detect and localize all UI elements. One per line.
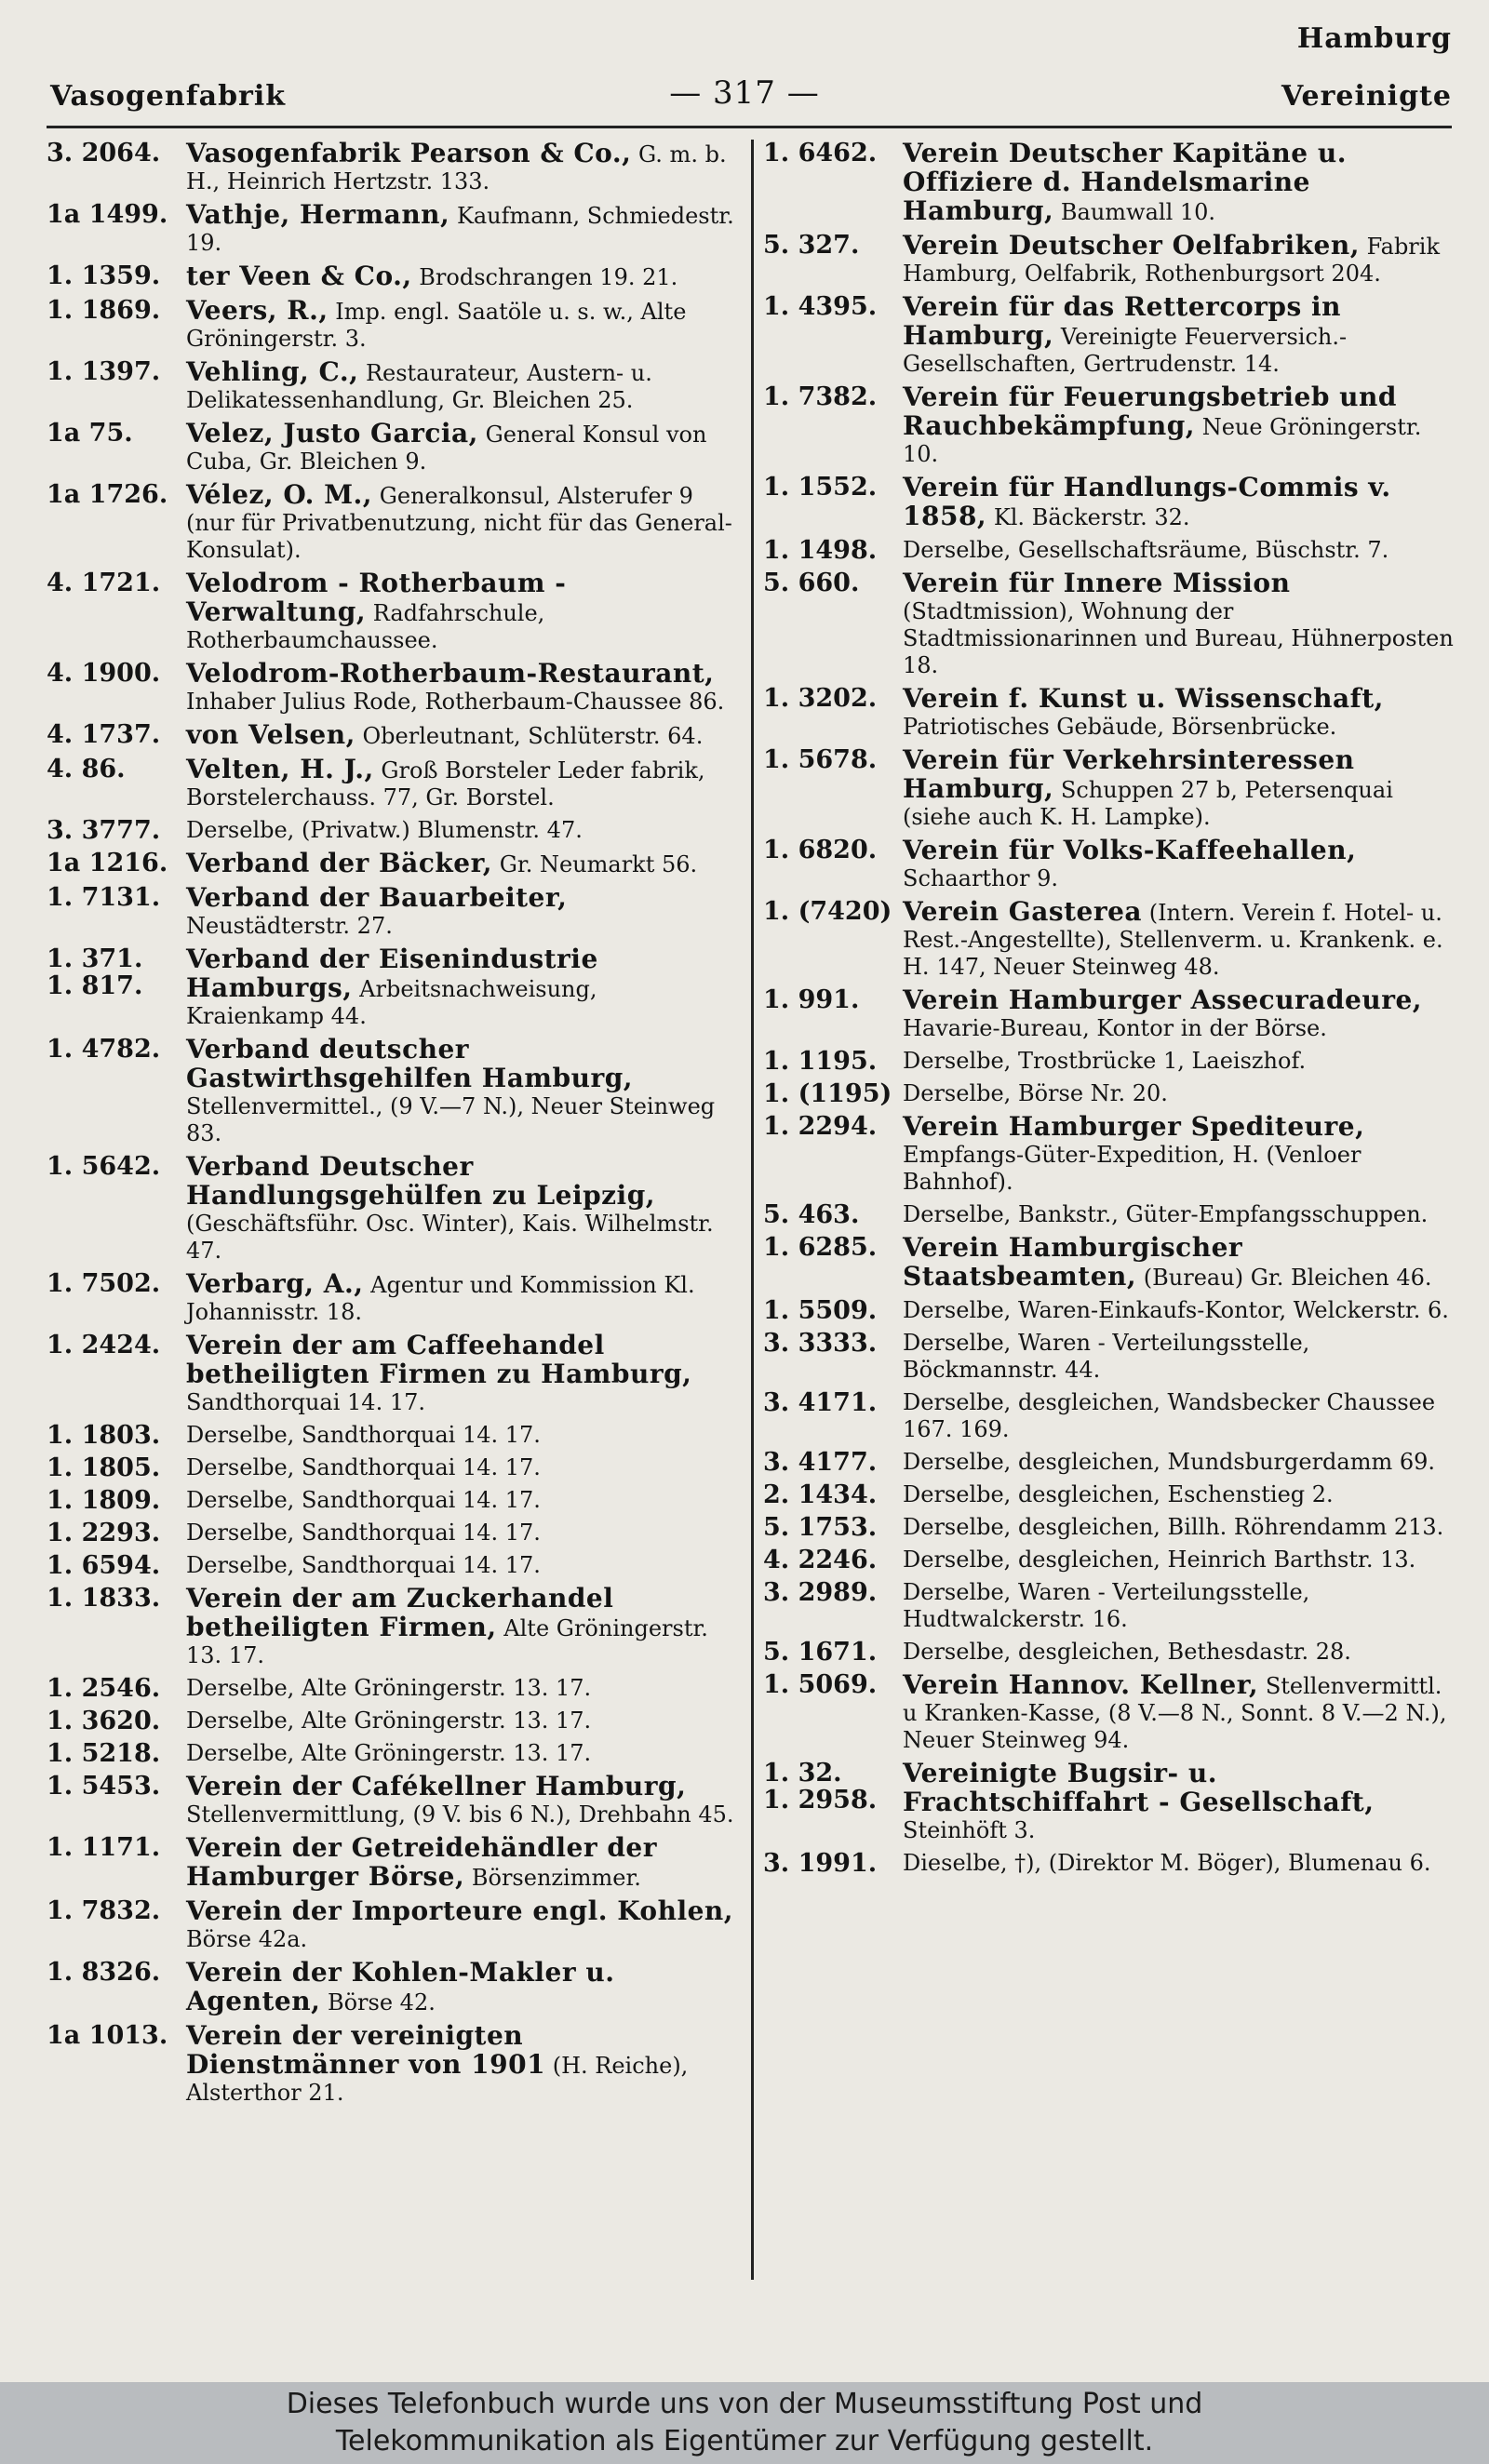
directory-entry xyxy=(763,1481,1454,1508)
subscriber-name: Verein für Feuerungsbetrieb und Rauchbekämpfung, xyxy=(903,382,1397,441)
subscriber-name: Velten, H. J., xyxy=(186,754,374,784)
phone-number: 1. 991. xyxy=(763,985,860,1014)
subscriber-details: (Intern. Verein f. Hotel- u. Rest.-Angestellte), Stellenverm. u. Krankenk. e. H. 147, Neuer Steinweg 48. xyxy=(903,900,1443,980)
subscriber-details: Derselbe, Waren-Einkaufs-Kontor, Welckerstr. 6. xyxy=(903,1297,1449,1323)
subscriber-name: Verein der Cafékellner Hamburg, xyxy=(186,1771,687,1801)
phone-number: 1. 1803. xyxy=(47,1421,161,1450)
directory-entry xyxy=(47,817,737,844)
directory-entry xyxy=(763,1760,1454,1844)
subscriber-name: Verein Deutscher Kapitäne u. Offiziere d. Handelsmarine Hamburg, xyxy=(903,138,1347,226)
directory-entry xyxy=(763,140,1454,226)
subscriber-details: Derselbe, Alte Gröningerstr. 13. 17. xyxy=(186,1707,592,1734)
subscriber-details: Dieselbe, †), (Direktor M. Böger), Blumenau 6. xyxy=(903,1850,1431,1876)
phone-number: 3. 4177. xyxy=(763,1448,878,1477)
subscriber-details: Derselbe, Börse Nr. 20. xyxy=(903,1080,1168,1106)
subscriber-details: Restaurateur, Austern- u. Delikatessenhandlung, Gr. Bleichen 25. xyxy=(186,360,652,413)
subscriber-details: (Stadtmission), Wohnung der Stadtmissionarinnen und Bureau, Hühnerposten 18. xyxy=(903,598,1454,678)
phone-number: 3. 3777. xyxy=(47,816,161,845)
phone-number: 1a 75. xyxy=(47,419,133,448)
phone-number: 1. 4782. xyxy=(47,1035,161,1064)
subscriber-details: Fabrik Hamburg, Oelfabrik, Rothenburgsort 204. xyxy=(903,234,1440,287)
phone-number: 1. 1171. xyxy=(47,1833,161,1862)
subscriber-details: Derselbe, Sandthorquai 14. 17. xyxy=(186,1422,541,1448)
subscriber-details: Generalkonsul, Alsterufer 9 (nur für Privatbenutzung, nicht für das General-Konsulat). xyxy=(186,483,732,563)
directory-entry xyxy=(47,884,737,940)
subscriber-details: Börse 42. xyxy=(327,1989,436,2015)
directory-entry xyxy=(763,232,1454,288)
subscriber-details: Schaarthor 9. xyxy=(903,865,1058,891)
directory-entry xyxy=(47,1897,737,1953)
phone-number: 1. 7382. xyxy=(763,382,878,411)
phone-number: 1. 2293. xyxy=(47,1519,161,1547)
subscriber-name: ter Veen & Co., xyxy=(186,261,412,291)
directory-entry xyxy=(47,1332,737,1416)
subscriber-name: Vasogenfabrik Pearson & Co., xyxy=(186,138,632,168)
phone-number: 1. 6462. xyxy=(763,139,878,167)
directory-entry xyxy=(47,1585,737,1669)
phone-number: 1. 5509. xyxy=(763,1296,878,1325)
subscriber-details: Derselbe, Waren - Verteilungsstelle, Böckmannstr. 44. xyxy=(903,1330,1310,1383)
directory-entry xyxy=(47,140,737,195)
phone-number: 4. 86. xyxy=(47,755,126,783)
header-right-keyword: Vereinigte xyxy=(1281,80,1452,113)
subscriber-name: Verband der Bauarbeiter, xyxy=(186,882,568,913)
subscriber-details: Derselbe, Alte Gröningerstr. 13. 17. xyxy=(186,1740,592,1766)
subscriber-name: Veers, R., xyxy=(186,295,329,326)
phone-number: 3. 3333. xyxy=(763,1329,878,1358)
directory-entry xyxy=(763,1547,1454,1573)
phone-number: 4. 2246. xyxy=(763,1546,878,1574)
subscriber-details: Derselbe, Sandthorquai 14. 17. xyxy=(186,1552,541,1578)
phone-number: 1. 2424. xyxy=(47,1331,161,1359)
directory-entry xyxy=(47,1773,737,1828)
directory-entry xyxy=(47,945,737,1030)
page-number: — 317 — xyxy=(669,74,820,112)
subscriber-name: Verein Hamburger Assecuradeure, xyxy=(903,984,1423,1015)
directory-entry xyxy=(763,1850,1454,1877)
subscriber-details: Havarie-Bureau, Kontor in der Börse. xyxy=(903,1015,1327,1041)
phone-number: 1. 7502. xyxy=(47,1269,161,1298)
directory-entry xyxy=(763,685,1454,741)
phone-number: 1. 6285. xyxy=(763,1233,878,1262)
directory-entry xyxy=(763,569,1454,679)
subscriber-name: Verband der Bäcker, xyxy=(186,848,493,878)
directory-entry xyxy=(763,1514,1454,1541)
phone-number: 1. 6594. xyxy=(47,1551,161,1580)
subscriber-name: Vehling, C., xyxy=(186,356,359,387)
directory-entry xyxy=(763,1080,1454,1107)
ownership-footer xyxy=(0,2382,1489,2464)
subscriber-details: Imp. engl. Saatöle u. s. w., Alte Gröningerstr. 3. xyxy=(186,299,687,352)
subscriber-details: Oberleutnant, Schlüterstr. 64. xyxy=(362,723,704,749)
phone-number: 1. 1833. xyxy=(47,1584,161,1613)
directory-entry xyxy=(47,1270,737,1326)
subscriber-name: Verein Deutscher Oelfabriken, xyxy=(903,230,1360,261)
phone-number: 1. 1805. xyxy=(47,1453,161,1482)
subscriber-details: Derselbe, desgleichen, Heinrich Barthstr. 13. xyxy=(903,1547,1416,1573)
directory-entry xyxy=(47,2022,737,2107)
subscriber-details: Kl. Bäckerstr. 32. xyxy=(993,504,1190,530)
subscriber-name: Verein für Verkehrsinteressen Hamburg, xyxy=(903,744,1355,804)
directory-entry xyxy=(763,1639,1454,1666)
subscriber-details: Gr. Neumarkt 56. xyxy=(499,851,698,877)
column-separator xyxy=(751,140,754,2280)
header-left-keyword: Vasogenfabrik xyxy=(50,80,287,113)
directory-entry xyxy=(47,660,737,716)
subscriber-details: General Konsul von Cuba, Gr. Bleichen 9. xyxy=(186,422,707,475)
subscriber-details: Derselbe, Bankstr., Güter-Empfangsschuppen. xyxy=(903,1201,1429,1227)
subscriber-details: Patriotisches Gebäude, Börsenbrücke. xyxy=(903,714,1337,740)
subscriber-details: Agentur und Kommission Kl. Johannisstr. 18. xyxy=(186,1272,695,1325)
phone-number: 1. 1397. xyxy=(47,357,161,386)
subscriber-name: Verein der am Zuckerhandel betheiligten Firmen, xyxy=(186,1583,614,1642)
subscriber-name: Verbarg, A., xyxy=(186,1268,364,1299)
directory-entry xyxy=(763,1330,1454,1384)
subscriber-name: Verein Hannov. Kellner, xyxy=(903,1669,1259,1700)
directory-entry xyxy=(763,898,1454,981)
directory-entry xyxy=(47,1520,737,1547)
subscriber-details: Inhaber Julius Rode, Rotherbaum-Chaussee 86. xyxy=(186,689,725,715)
footer-line-1: Dieses Telefonbuch wurde uns von der Museumsstiftung Post und xyxy=(286,2388,1203,2420)
phone-number: 1. 3202. xyxy=(763,684,878,713)
subscriber-details: Stellenvermittlung, (9 V. bis 6 N.), Drehbahn 45. xyxy=(186,1801,734,1828)
directory-entry xyxy=(47,721,737,750)
subscriber-details: Derselbe, Gesellschaftsräume, Büschstr. 7. xyxy=(903,537,1389,563)
subscriber-name: von Velsen, xyxy=(186,719,355,750)
phone-number: 1. 3620. xyxy=(47,1707,161,1735)
subscriber-details: Groß Borsteler Leder fabrik, Borstelerchauss. 77, Gr. Borstel. xyxy=(186,757,705,810)
subscriber-name: Verein der Importeure engl. Kohlen, xyxy=(186,1895,734,1926)
phone-number: 5. 1671. xyxy=(763,1638,878,1667)
subscriber-name: Verein der Getreidehändler der Hamburger Börse, xyxy=(186,1832,657,1892)
phone-number: 1. 2294. xyxy=(763,1112,878,1141)
phone-number: 1. 1195. xyxy=(763,1047,878,1076)
footer-line-2: Telekommunikation als Eigentümer zur Verfügung gestellt. xyxy=(335,2425,1154,2457)
directory-entry xyxy=(47,1153,737,1265)
phone-number: 1. 5678. xyxy=(763,745,878,774)
subscriber-name: Verein der am Caffeehandel betheiligten Firmen zu Hamburg, xyxy=(186,1330,692,1389)
phone-number: 1. 4395. xyxy=(763,292,878,321)
phone-number: 4. 1721. xyxy=(47,569,161,597)
phone-number: 5. 1753. xyxy=(763,1513,878,1542)
directory-entry xyxy=(47,1487,737,1514)
phone-number: 1. (1195) xyxy=(763,1079,892,1108)
directory-entry xyxy=(47,1834,737,1892)
subscriber-details: Brodschrangen 19. 21. xyxy=(419,264,678,290)
phone-number: 1. 8326. xyxy=(47,1958,161,1987)
phone-number: 1. 6820. xyxy=(763,836,878,864)
subscriber-name: Vélez, O. M., xyxy=(186,479,373,510)
subscriber-details: Kaufmann, Schmiedestr. 19. xyxy=(186,203,734,256)
subscriber-name: Verein für Handlungs-Commis v. 1858, xyxy=(903,472,1391,531)
subscriber-details: Neustädterstr. 27. xyxy=(186,913,393,939)
subscriber-name: Verein für Volks-Kaffeehallen, xyxy=(903,835,1357,865)
subscriber-details: Derselbe, (Privatw.) Blumenstr. 47. xyxy=(186,817,583,843)
directory-entry xyxy=(47,1552,737,1579)
subscriber-details: Derselbe, Sandthorquai 14. 17. xyxy=(186,1487,541,1513)
phone-number: 1a 1499. xyxy=(47,200,168,229)
subscriber-name: Verein Hamburger Spediteure, xyxy=(903,1111,1365,1142)
phone-number: 4. 1737. xyxy=(47,720,161,749)
subscriber-details: Sandthorquai 14. 17. xyxy=(186,1389,425,1415)
directory-entry xyxy=(47,358,737,414)
phone-number: 3. 1991. xyxy=(763,1849,878,1878)
subscriber-name: Verein für das Rettercorps in Hamburg, xyxy=(903,291,1341,351)
directory-entry xyxy=(47,481,737,564)
subscriber-details: Stellenvermittl. u Kranken-Kasse, (8 V.—8 N., Sonnt. 8 V.—2 N.), Neuer Steinweg 94. xyxy=(903,1673,1447,1753)
phone-number: 5. 463. xyxy=(763,1200,860,1229)
subscriber-details: Steinhöft 3. xyxy=(903,1817,1036,1843)
subscriber-name: Velodrom-Rotherbaum-Restaurant, xyxy=(186,658,715,689)
directory-entry xyxy=(47,1675,737,1702)
subscriber-name: Verband der Eisenindustrie Hamburgs, xyxy=(186,944,598,1003)
directory-entry xyxy=(763,986,1454,1042)
phone-number: 1. 7131. xyxy=(47,883,161,912)
directory-entry xyxy=(47,1740,737,1767)
directory-entry xyxy=(763,537,1454,564)
right-column xyxy=(763,140,1454,1882)
subscriber-name: Verein der Kohlen-Makler u. Agenten, xyxy=(186,1957,615,2016)
subscriber-name: Verein für Innere Mission xyxy=(903,568,1291,598)
subscriber-details: (H. Reiche), Alsterthor 21. xyxy=(186,2053,689,2106)
subscriber-name: Verein der vereinigten Dienstmänner von 1901 xyxy=(186,2020,546,2080)
phone-number: 1. (7420) xyxy=(763,897,892,926)
subscriber-details: Vereinigte Feuerversich.-Gesellschaften, Gertrudenstr. 14. xyxy=(903,324,1348,377)
phone-number: 1a 1726. xyxy=(47,480,168,509)
phone-number: 4. 1900. xyxy=(47,659,161,688)
directory-entry xyxy=(47,201,737,257)
phone-number: 1. 7832. xyxy=(47,1896,161,1925)
phone-number: 1. 1809. xyxy=(47,1486,161,1515)
phone-number: 1. 5642. xyxy=(47,1152,161,1181)
subscriber-details: Alte Gröningerstr. 13. 17. xyxy=(186,1615,708,1668)
subscriber-name: Verein Gasterea xyxy=(903,896,1143,927)
directory-entry xyxy=(763,1579,1454,1633)
header-rule xyxy=(47,126,1452,128)
directory-entry xyxy=(763,1297,1454,1324)
phone-number: 1a 1216. xyxy=(47,849,168,877)
directory-entry xyxy=(763,1048,1454,1075)
phone-number: 3. 2064. xyxy=(47,139,161,167)
phone-number: 1. 1359. xyxy=(47,261,161,290)
directory-entry xyxy=(763,1113,1454,1196)
subscriber-details: Börsenzimmer. xyxy=(471,1865,641,1891)
subscriber-details: Radfahrschule, Rotherbaumchaussee. xyxy=(186,600,545,653)
subscriber-name: Vereinigte Bugsir- u. Frachtschiffahrt - Gesellschaft, xyxy=(903,1758,1375,1817)
directory-entry xyxy=(47,1036,737,1147)
subscriber-details: Derselbe, desgleichen, Billh. Röhrendamm 213. xyxy=(903,1514,1444,1540)
subscriber-details: Derselbe, Alte Gröningerstr. 13. 17. xyxy=(186,1675,592,1701)
phone-number: 5. 327. xyxy=(763,231,860,260)
phone-number: 1. 32. 1. 2958. xyxy=(763,1759,878,1815)
phone-number: 2. 1434. xyxy=(763,1480,878,1509)
subscriber-details: Arbeitsnachweisung, Kraienkamp 44. xyxy=(186,976,597,1029)
subscriber-details: Baumwall 10. xyxy=(1060,199,1216,225)
subscriber-details: (Geschäftsführ. Osc. Winter), Kais. Wilhelmstr. 47. xyxy=(186,1211,714,1264)
subscriber-name: Verband deutscher Gastwirthsgehilfen Hamburg, xyxy=(186,1034,634,1093)
phone-number: 1. 5453. xyxy=(47,1772,161,1801)
phone-number: 1. 371. 1. 817. xyxy=(47,944,143,1000)
subscriber-details: (Bureau) Gr. Bleichen 46. xyxy=(1143,1265,1432,1291)
subscriber-details: Stellenvermittel., (9 V.—7 N.), Neuer Steinweg 83. xyxy=(186,1093,716,1146)
subscriber-name: Verband Deutscher Handlungsgehülfen zu Leipzig, xyxy=(186,1151,656,1211)
phone-number: 1. 5218. xyxy=(47,1739,161,1768)
directory-entry xyxy=(763,474,1454,531)
subscriber-details: Derselbe, desgleichen, Wandsbecker Chaussee 167. 169. xyxy=(903,1389,1436,1442)
directory-entry xyxy=(763,1201,1454,1228)
header-right-city: Hamburg xyxy=(1296,22,1452,55)
subscriber-name: Velodrom - Rotherbaum - Verwaltung, xyxy=(186,568,567,627)
phone-number: 3. 4171. xyxy=(763,1388,878,1417)
directory-entry xyxy=(763,1671,1454,1754)
directory-entry xyxy=(47,1454,737,1481)
directory-entry xyxy=(763,383,1454,468)
subscriber-details: G. m. b. H., Heinrich Hertzstr. 133. xyxy=(186,141,727,194)
phone-number: 5. 660. xyxy=(763,569,860,597)
directory-entry xyxy=(47,297,737,353)
directory-entry xyxy=(47,420,737,475)
directory-entry xyxy=(763,1234,1454,1292)
directory-entry xyxy=(47,569,737,654)
subscriber-details: Börse 42a. xyxy=(186,1926,308,1952)
directory-entry xyxy=(763,1449,1454,1476)
subscriber-name: Velez, Justo Garcia, xyxy=(186,418,478,449)
subscriber-details: Derselbe, desgleichen, Eschenstieg 2. xyxy=(903,1481,1334,1507)
subscriber-details: Derselbe, desgleichen, Mundsburgerdamm 69. xyxy=(903,1449,1436,1475)
subscriber-name: Verein f. Kunst u. Wissenschaft, xyxy=(903,683,1384,714)
subscriber-details: Derselbe, Sandthorquai 14. 17. xyxy=(186,1520,541,1546)
subscriber-name: Verein Hamburgischer Staatsbeamten, xyxy=(903,1232,1243,1292)
directory-entry xyxy=(47,756,737,811)
directory-entry xyxy=(763,746,1454,831)
subscriber-details: Derselbe, Sandthorquai 14. 17. xyxy=(186,1454,541,1480)
directory-entry xyxy=(763,1389,1454,1443)
phone-number: 1. 1552. xyxy=(763,473,878,502)
subscriber-details: Derselbe, desgleichen, Bethesdastr. 28. xyxy=(903,1639,1351,1665)
phone-number: 3. 2989. xyxy=(763,1578,878,1607)
phone-number: 1. 1869. xyxy=(47,296,161,325)
directory-entry xyxy=(47,262,737,291)
directory-entry xyxy=(47,850,737,878)
directory-entry xyxy=(47,1959,737,2016)
subscriber-name: Vathje, Hermann, xyxy=(186,199,450,230)
left-column xyxy=(47,140,737,2112)
directory-entry xyxy=(47,1707,737,1734)
directory-entry xyxy=(763,293,1454,378)
subscriber-details: Derselbe, Trostbrücke 1, Laeiszhof. xyxy=(903,1048,1307,1074)
phone-number: 1. 2546. xyxy=(47,1674,161,1703)
subscriber-details: Empfangs-Güter-Expedition, H. (Venloer Bahnhof). xyxy=(903,1142,1362,1195)
subscriber-details: Neue Gröningerstr. 10. xyxy=(903,414,1422,467)
phone-number: 1. 5069. xyxy=(763,1670,878,1699)
directory-entry xyxy=(763,837,1454,892)
phone-number: 1. 1498. xyxy=(763,536,878,565)
subscriber-details: Derselbe, Waren - Verteilungsstelle, Hudtwalckerstr. 16. xyxy=(903,1579,1310,1632)
directory-entry xyxy=(47,1422,737,1449)
phone-number: 1a 1013. xyxy=(47,2021,168,2050)
subscriber-details: Schuppen 27 b, Petersenquai (siehe auch K. H. Lampke). xyxy=(903,777,1393,830)
